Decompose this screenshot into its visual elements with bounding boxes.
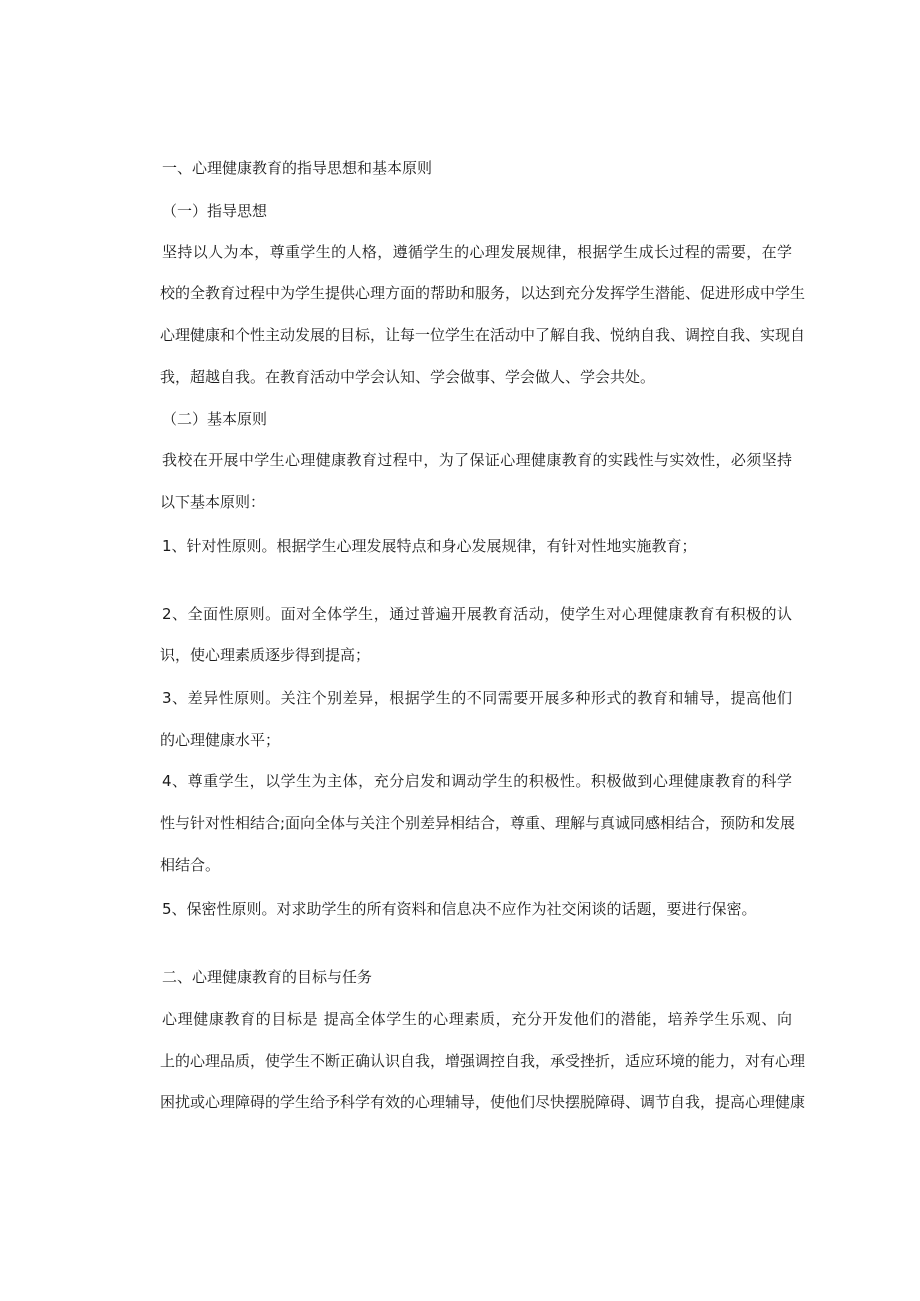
principle-item-4-line: 4、尊重学生，以学生为主体，充分启发和调动学生的积极性。积极做到心理健康教育的科学 [162,772,792,790]
principle-item-4-line: 相结合。 [160,856,221,874]
principle-item-5: 5、保密性原则。对求助学生的所有资料和信息决不应作为社交闲谈的话题，要进行保密。 [162,900,757,918]
paragraph-line: 上的心理品质，使学生不断正确认识自我，增强调控自我，承受挫折，适应环境的能力，对有心理 [160,1052,806,1070]
paragraph-line: 我校在开展中学生心理健康教育过程中，为了保证心理健康教育的实践性与实效性，必须坚持 [162,451,792,469]
principle-item-2-line: 2、全面性原则。面对全体学生，通过普遍开展教育活动，使学生对心理健康教育有积极的认 [162,605,792,623]
paragraph-line: 心理健康和个性主动发展的目标，让每一位学生在活动中了解自我、悦纳自我、调控自我、实现自 [160,326,806,344]
principle-item-2-line: 识，使心理素质逐步得到提高； [160,646,371,664]
paragraph-line: 校的全教育过程中为学生提供心理方面的帮助和服务，以达到充分发挥学生潜能、促进形成中学生 [160,284,806,302]
paragraph-line: 心理健康教育的目标是 提高全体学生的心理素质，充分开发他们的潜能，培养学生乐观、向 [162,1010,792,1028]
paragraph-line: 以下基本原则： [160,493,266,511]
principle-item-3-line: 的心理健康水平； [160,731,281,749]
paragraph-line: 困扰或心理障碍的学生给予科学有效的心理辅导，使他们尽快摆脱障碍、调节自我，提高心理健康 [160,1093,806,1111]
paragraph-line: 坚持以人为本，尊重学生的人格，遵循学生的心理发展规律，根据学生成长过程的需要，在学 [162,243,792,261]
principle-item-1: 1、针对性原则。根据学生心理发展特点和身心发展规律，有针对性地实施教育； [162,537,697,555]
subheading-basic-principles: （二）基本原则 [162,410,268,428]
section-heading-1: 一、心理健康教育的指导思想和基本原则 [162,159,433,177]
subheading-guiding-thought: （一）指导思想 [162,202,268,220]
principle-item-3-line: 3、差异性原则。关注个别差异，根据学生的不同需要开展多种形式的教育和辅导，提高他们 [162,689,792,707]
section-heading-2: 二、心理健康教育的目标与任务 [162,968,373,986]
principle-item-4-line: 性与针对性相结合;面向全体与关注个别差异相结合，尊重、理解与真诚同感相结合，预防和发展 [160,814,796,832]
paragraph-line: 我，超越自我。在教育活动中学会认知、学会做事、学会做人、学会共处。 [160,368,656,386]
